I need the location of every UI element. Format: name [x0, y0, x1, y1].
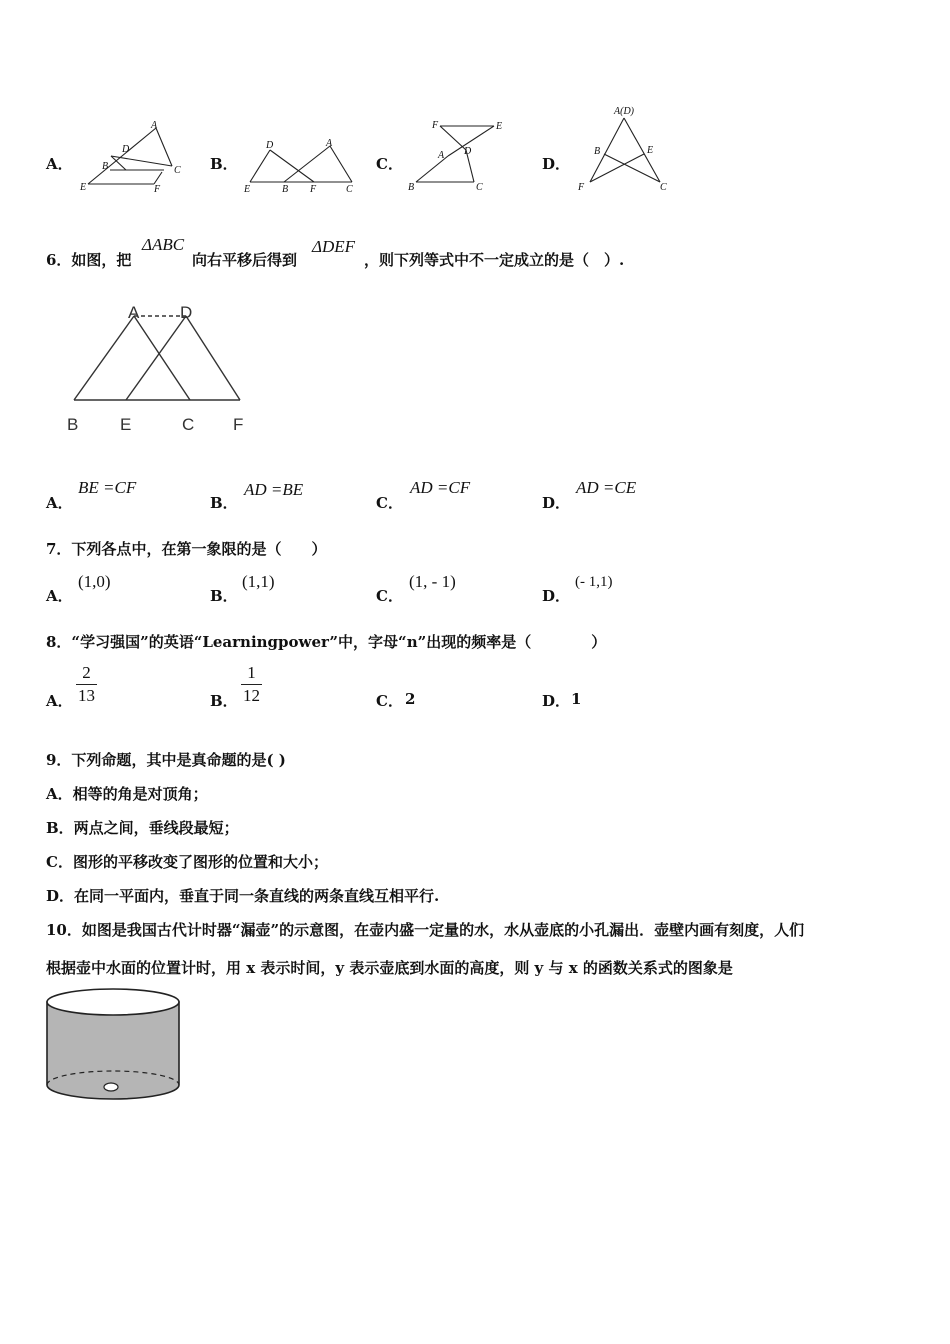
q6-figure	[60, 296, 260, 442]
q5b-label-c: C	[346, 184, 353, 195]
q5c-label-e: E	[496, 121, 503, 132]
q9-option-b: B．两点之间，垂线段最短；	[46, 819, 239, 837]
q5b-label-b: B	[282, 184, 289, 195]
q6-option-a-label: A．	[46, 494, 73, 512]
q5b-label-a: A	[326, 138, 333, 149]
q9-option-a: A．相等的角是对顶角；	[46, 785, 208, 803]
q5d-label-c: C	[660, 182, 667, 193]
q9-text: 9．下列命题，其中是真命题的是( )	[46, 751, 286, 769]
q5-option-c-label: C．	[376, 155, 403, 173]
q10-line-1: 10．如图是我国古代计时器“漏壶”的示意图，在壶内盛一定量的水，水从壶底的小孔漏出．壶壁内画有刻度，人们	[46, 921, 805, 939]
q8-option-c-value: 2	[405, 690, 416, 708]
q8-option-b-numerator: 1	[247, 663, 256, 682]
q7-option-d-expr: (- 1,1)	[575, 574, 613, 590]
q7-option-c-expr: (1, - 1)	[409, 572, 456, 591]
q5a-label-d: D	[122, 144, 130, 155]
q6-prefix: 6．如图，把	[46, 251, 132, 269]
q5a-label-b: B	[102, 161, 109, 172]
q6-fig-label-e: E	[120, 415, 132, 434]
q8-text: 8．“学习强国”的英语“Learningpower”中，字母“n”出现的频率是（ ）	[46, 633, 607, 651]
q9-option-d: D．在同一平面内，垂直于同一条直线的两条直线互相平行.	[46, 887, 440, 905]
q5-option-d-figure	[574, 100, 674, 198]
q5-option-b-label: B．	[210, 155, 238, 173]
q7-option-b-expr: (1,1)	[242, 572, 275, 591]
q5c-label-b: B	[408, 182, 415, 193]
q7-option-a-expr: (1,0)	[78, 572, 111, 591]
q8-option-d-value: 1	[571, 690, 582, 708]
q6-fig-label-f: F	[233, 415, 244, 434]
q6-option-a-expr: BE =CF	[78, 478, 137, 497]
q7-option-d-label: D．	[542, 587, 571, 605]
q5d-label-b: B	[594, 146, 601, 157]
q5d-label-ad: A(D)	[614, 106, 634, 117]
q7-option-b-label: B．	[210, 587, 238, 605]
q6-middle: 向右平移后得到	[192, 251, 298, 269]
q5a-label-f: F	[154, 184, 161, 195]
q6-fig-label-d: D	[180, 303, 193, 322]
q7-text: 7．下列各点中，在第一象限的是（ ）	[46, 540, 327, 558]
q6-suffix: ，则下列等式中不一定成立的是（ ）.	[364, 251, 625, 269]
q5d-label-e: E	[647, 145, 654, 156]
q6-option-c-label: C．	[376, 494, 403, 512]
q6-tri-abc: ΔABC	[142, 235, 185, 254]
q5b-label-e: E	[244, 184, 251, 195]
q6-option-b-expr: AD =BE	[244, 480, 304, 499]
q6-fig-label-c: C	[182, 415, 195, 434]
q8-option-a-denominator: 13	[78, 686, 95, 705]
q10-line-2: 根据壶中水面的位置计时，用 x 表示时间，y 表示壶底到水面的高度，则 y 与 x 的函数关系式的图象是	[46, 959, 733, 977]
q5c-label-a: A	[438, 150, 445, 161]
q5-option-d-label: D．	[542, 155, 571, 173]
q5-option-b-figure	[242, 134, 362, 198]
q6-option-d-label: D．	[542, 494, 571, 512]
q5a-label-c: C	[174, 165, 181, 176]
q9-option-c: C．图形的平移改变了图形的位置和大小；	[46, 853, 328, 871]
q6-fig-label-a: A	[128, 303, 140, 322]
q6-option-c-expr: AD =CF	[410, 478, 471, 497]
q5-option-c-figure	[404, 114, 514, 198]
q6-option-b-label: B．	[210, 494, 238, 512]
q7-option-a-label: A．	[46, 587, 73, 605]
q6-option-d-expr: AD =CE	[576, 478, 637, 497]
q8-option-b-fraction	[241, 663, 262, 706]
q5c-label-f: F	[432, 120, 439, 131]
q5d-label-f: F	[578, 182, 585, 193]
q8-option-a-fraction	[76, 663, 97, 706]
q5b-label-f: F	[310, 184, 317, 195]
q8-option-b-label: B．	[210, 692, 238, 710]
q8-option-d-label: D．	[542, 692, 571, 710]
q8-option-a-numerator: 2	[82, 663, 91, 682]
q5-option-a-figure	[78, 118, 188, 198]
q5-option-a-label: A．	[46, 155, 73, 173]
q6-fig-label-b: B	[67, 415, 79, 434]
q8-option-a-label: A．	[46, 692, 73, 710]
q5a-label-a: A	[151, 120, 158, 131]
water-clock-figure	[40, 985, 188, 1113]
q5a-label-e: E	[80, 182, 87, 193]
q6-tri-def: ΔDEF	[312, 237, 356, 256]
q8-option-b-denominator: 12	[243, 686, 260, 705]
q5c-label-c: C	[476, 182, 483, 193]
q5b-label-d: D	[266, 140, 274, 151]
q5c-label-d: D	[464, 146, 472, 157]
q8-option-c-label: C．	[376, 692, 403, 710]
q7-option-c-label: C．	[376, 587, 403, 605]
